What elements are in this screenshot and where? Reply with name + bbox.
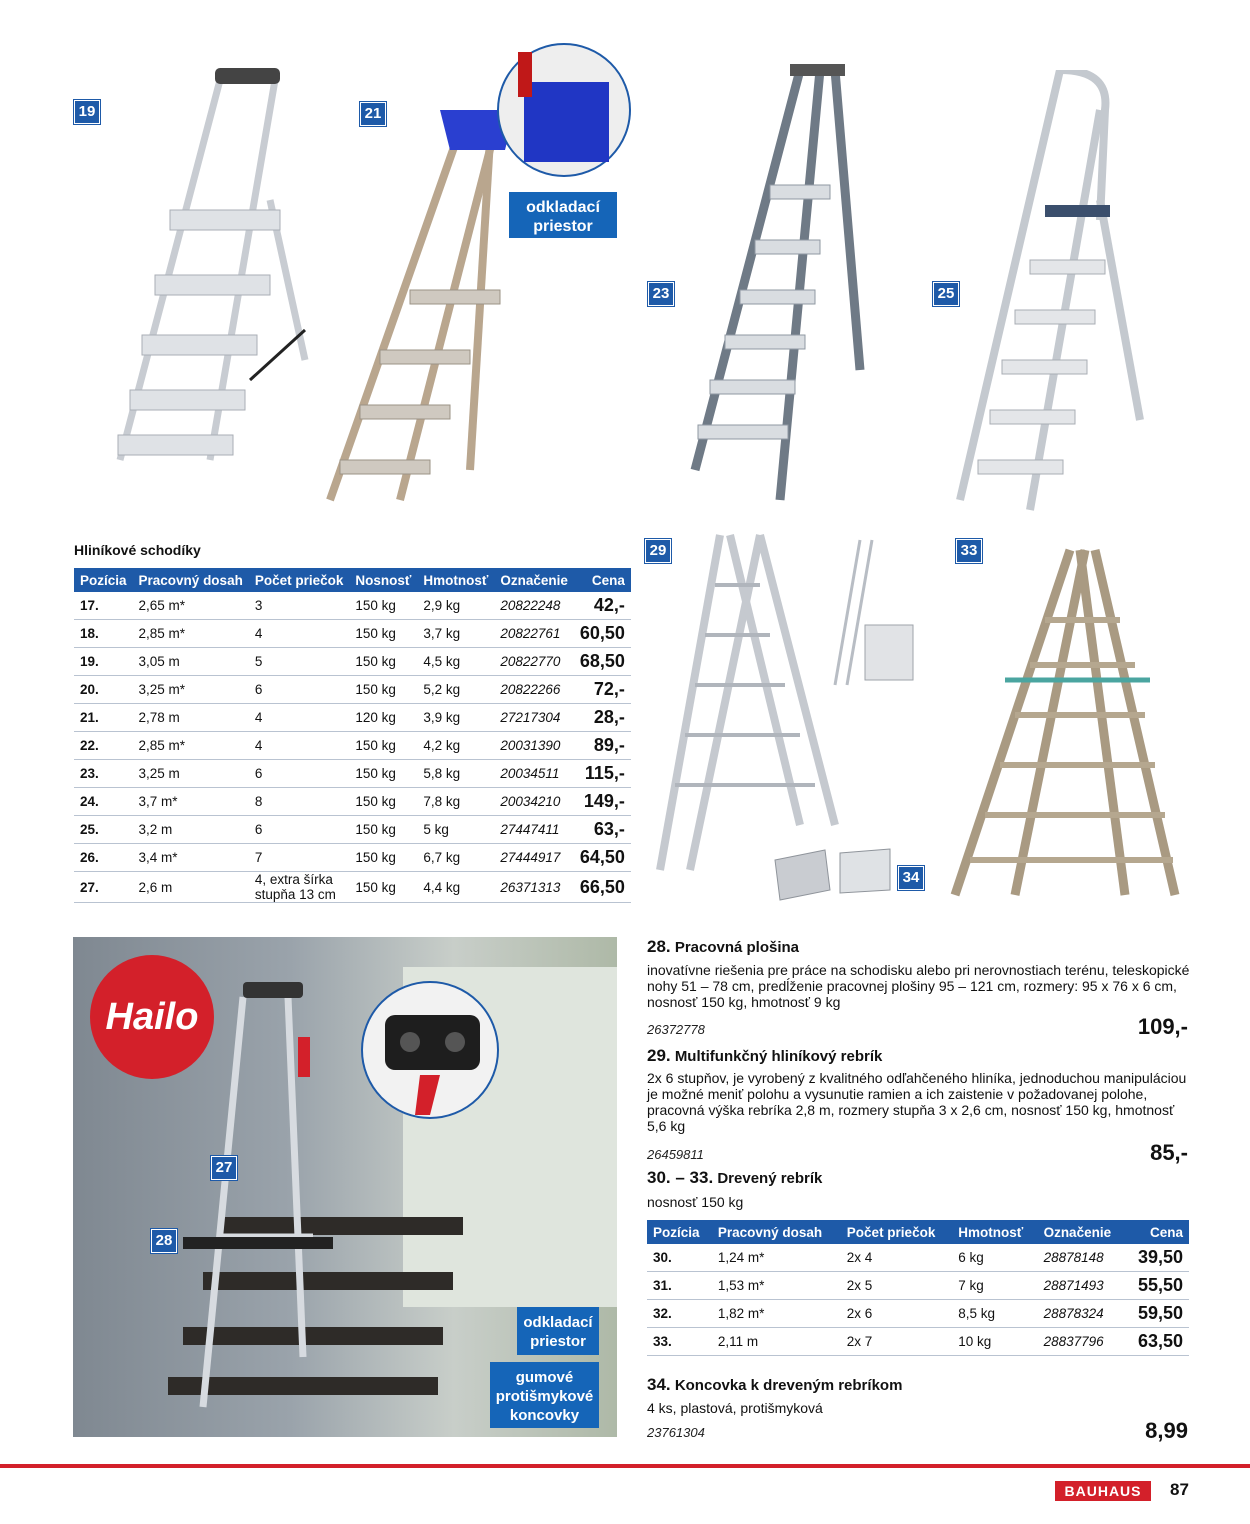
table-cell: 3,05 m bbox=[133, 648, 249, 676]
table-cell: 68,50 bbox=[574, 648, 631, 676]
product-29-price: 85,- bbox=[1150, 1140, 1188, 1165]
table-row bbox=[74, 620, 631, 648]
table-cell: 150 kg bbox=[349, 592, 417, 620]
table-cell: 27444917 bbox=[494, 844, 574, 872]
table-cell: 3,25 m bbox=[133, 760, 249, 788]
column-header: Cena bbox=[1126, 1220, 1189, 1244]
table-cell: 2,11 m bbox=[712, 1328, 841, 1356]
table-cell: 26. bbox=[74, 844, 133, 872]
table-cell: 27447411 bbox=[494, 816, 574, 844]
table-cell: 7,8 kg bbox=[417, 788, 494, 816]
footer-brand-logo: BAUHAUS bbox=[1055, 1481, 1151, 1501]
table-cell: 4,2 kg bbox=[417, 732, 494, 760]
ladder-23-image bbox=[670, 60, 870, 510]
table-cell: 27. bbox=[74, 872, 133, 903]
product-28-code: 26372778 bbox=[647, 1022, 705, 1037]
aluminium-steps-table bbox=[74, 568, 631, 903]
product-29-code: 26459811 bbox=[647, 1147, 704, 1162]
table-cell: 32. bbox=[647, 1300, 712, 1328]
badge-29: 29 bbox=[645, 539, 671, 563]
table-cell: 20034210 bbox=[494, 788, 574, 816]
table-cell: 150 kg bbox=[349, 732, 417, 760]
table-cell: 3,2 m bbox=[133, 816, 249, 844]
product-30-33-description: nosnosť 150 kg bbox=[647, 1194, 744, 1210]
table-cell: 120 kg bbox=[349, 704, 417, 732]
table-cell: 18. bbox=[74, 620, 133, 648]
table-cell: 4 bbox=[249, 704, 350, 732]
product-34-title bbox=[647, 1375, 902, 1395]
table1-title: Hliníkové schodíky bbox=[74, 542, 201, 558]
table-cell: 3,4 m* bbox=[133, 844, 249, 872]
table-cell: 63,50 bbox=[1126, 1328, 1189, 1356]
table-cell: 3,7 m* bbox=[133, 788, 249, 816]
product-28-price: 109,- bbox=[1137, 1014, 1188, 1039]
table-cell: 1,82 m* bbox=[712, 1300, 841, 1328]
table-cell: 4,5 kg bbox=[417, 648, 494, 676]
table-cell: 28837796 bbox=[1038, 1328, 1126, 1356]
table-row bbox=[74, 844, 631, 872]
footer-red-line bbox=[0, 1464, 1250, 1468]
table-cell: 2x 4 bbox=[841, 1244, 952, 1272]
table-cell: 26371313 bbox=[494, 872, 574, 903]
product-34-price: 8,99 bbox=[1145, 1418, 1188, 1443]
page-number: 87 bbox=[1170, 1480, 1189, 1499]
table-row bbox=[74, 816, 631, 844]
table-cell: 6 bbox=[249, 816, 350, 844]
table-cell: 23. bbox=[74, 760, 133, 788]
product-29-title bbox=[647, 1046, 882, 1066]
table-cell: 115,- bbox=[574, 760, 631, 788]
table-cell: 3,25 m* bbox=[133, 676, 249, 704]
storage-detail-top-image bbox=[496, 42, 632, 178]
table-cell: 22. bbox=[74, 732, 133, 760]
table-row bbox=[74, 676, 631, 704]
table-cell: 6 kg bbox=[952, 1244, 1037, 1272]
table-cell: 20. bbox=[74, 676, 133, 704]
table-cell: 2x 7 bbox=[841, 1328, 952, 1356]
table-cell: 3,7 kg bbox=[417, 620, 494, 648]
table-cell: 59,50 bbox=[1126, 1300, 1189, 1328]
table-cell: 150 kg bbox=[349, 676, 417, 704]
table-cell: 6 bbox=[249, 676, 350, 704]
table-row bbox=[74, 704, 631, 732]
product-29-number: 29. bbox=[647, 1046, 671, 1065]
ladder-folded-image bbox=[830, 535, 920, 695]
table-cell: 2,9 kg bbox=[417, 592, 494, 620]
table-cell: 28,- bbox=[574, 704, 631, 732]
badge-34: 34 bbox=[898, 866, 924, 890]
table-row bbox=[647, 1244, 1189, 1272]
table-cell: 28878324 bbox=[1038, 1300, 1126, 1328]
badge-25: 25 bbox=[933, 282, 959, 306]
table-cell: 2,78 m bbox=[133, 704, 249, 732]
product-34-code: 23761304 bbox=[647, 1425, 705, 1440]
product-30-33-title bbox=[647, 1168, 822, 1188]
table-row bbox=[74, 732, 631, 760]
table-cell: 60,50 bbox=[574, 620, 631, 648]
table-cell: 4 bbox=[249, 620, 350, 648]
table-row bbox=[647, 1328, 1189, 1356]
column-header: Hmotnosť bbox=[417, 568, 494, 592]
table-cell: 1,53 m* bbox=[712, 1272, 841, 1300]
table-cell: 7 bbox=[249, 844, 350, 872]
hailo-brand-circle: Hailo bbox=[90, 955, 214, 1079]
product-30-33-name: Drevený rebrík bbox=[717, 1170, 823, 1187]
column-header: Počet priečok bbox=[841, 1220, 952, 1244]
product-34-name: Koncovka k dreveným rebríkom bbox=[674, 1377, 903, 1394]
ladder-29-image bbox=[650, 525, 850, 880]
table-cell: 25. bbox=[74, 816, 133, 844]
storage-callout-bottom: odkladací priestor bbox=[517, 1307, 599, 1355]
ladder-25-image bbox=[950, 70, 1150, 520]
table-cell: 33. bbox=[647, 1328, 712, 1356]
table-cell: 19. bbox=[74, 648, 133, 676]
product-28-number: 28. bbox=[647, 937, 671, 956]
table-cell: 8 bbox=[249, 788, 350, 816]
rubber-feet-callout: gumové protišmykové koncovky bbox=[490, 1362, 599, 1428]
table-row bbox=[74, 788, 631, 816]
table-cell: 55,50 bbox=[1126, 1272, 1189, 1300]
table-cell: 31. bbox=[647, 1272, 712, 1300]
table-cell: 2,85 m* bbox=[133, 620, 249, 648]
table-cell: 4 bbox=[249, 732, 350, 760]
table-cell: 1,24 m* bbox=[712, 1244, 841, 1272]
product-30-33-number: 30. – 33. bbox=[647, 1168, 714, 1187]
table-row bbox=[74, 872, 631, 903]
table-cell: 64,50 bbox=[574, 844, 631, 872]
table-cell: 5,8 kg bbox=[417, 760, 494, 788]
ladder-33-image bbox=[945, 540, 1180, 905]
badge-23: 23 bbox=[648, 282, 674, 306]
table-cell: 2x 6 bbox=[841, 1300, 952, 1328]
table-cell: 42,- bbox=[574, 592, 631, 620]
table-cell: 72,- bbox=[574, 676, 631, 704]
table-cell: 2x 5 bbox=[841, 1272, 952, 1300]
table-cell: 3 bbox=[249, 592, 350, 620]
table-cell: 150 kg bbox=[349, 844, 417, 872]
table-row bbox=[647, 1300, 1189, 1328]
table-cell: 6,7 kg bbox=[417, 844, 494, 872]
table-cell: 30. bbox=[647, 1244, 712, 1272]
table-cell: 150 kg bbox=[349, 788, 417, 816]
table-cell: 2,6 m bbox=[133, 872, 249, 903]
table2-header-row bbox=[647, 1220, 1189, 1244]
table-cell: 8,5 kg bbox=[952, 1300, 1037, 1328]
table-cell: 89,- bbox=[574, 732, 631, 760]
column-header: Hmotnosť bbox=[952, 1220, 1037, 1244]
table1-header-row bbox=[74, 568, 631, 592]
foot-detail-image bbox=[360, 980, 500, 1120]
table-cell: 17. bbox=[74, 592, 133, 620]
badge-19: 19 bbox=[74, 100, 100, 124]
column-header: Označenie bbox=[494, 568, 574, 592]
table-cell: 150 kg bbox=[349, 620, 417, 648]
table-row bbox=[647, 1272, 1189, 1300]
column-header: Cena bbox=[574, 568, 631, 592]
table-cell: 20034511 bbox=[494, 760, 574, 788]
badge-21: 21 bbox=[360, 102, 386, 126]
table-cell: 10 kg bbox=[952, 1328, 1037, 1356]
table-cell: 150 kg bbox=[349, 872, 417, 903]
product-28-description: inovatívne riešenia pre práce na schodisku alebo pri nerovnostiach terénu, teleskopické nohy 51 – 78 cm, predĺženie pracovnej plošiny 95 – 121 cm, rozmery: 95 x 76 x 6 cm, nosnosť 150 kg, hmotnosť 9 kg bbox=[647, 962, 1190, 1010]
column-header: Nosnosť bbox=[349, 568, 417, 592]
table-row bbox=[74, 760, 631, 788]
table-cell: 5,2 kg bbox=[417, 676, 494, 704]
table-cell: 6 bbox=[249, 760, 350, 788]
product-34-number: 34. bbox=[647, 1375, 671, 1394]
table-cell: 20822761 bbox=[494, 620, 574, 648]
table-cell: 5 bbox=[249, 648, 350, 676]
ladder-19-image bbox=[100, 60, 320, 480]
column-header: Pracovný dosah bbox=[133, 568, 249, 592]
column-header: Pozícia bbox=[74, 568, 133, 592]
table-cell: 5 kg bbox=[417, 816, 494, 844]
column-header: Pozícia bbox=[647, 1220, 712, 1244]
table-cell: 20031390 bbox=[494, 732, 574, 760]
table-cell: 2,85 m* bbox=[133, 732, 249, 760]
product-29-description: 2x 6 stupňov, je vyrobený z kvalitného odľahčeného hliníka, jednoduchou manipuláciou je možné meniť polohu a vysunutie ramien a ich zaistenie v požadovanej polohe, pracovná výška rebríka 2,8 m, rozmery stupňa 3 x 2,6 cm, nosnosť 150 kg, hmotnosť 5,6 kg bbox=[647, 1070, 1187, 1134]
table-cell: 149,- bbox=[574, 788, 631, 816]
table-cell: 20822248 bbox=[494, 592, 574, 620]
badge-28: 28 bbox=[151, 1229, 177, 1253]
wooden-ladder-table bbox=[647, 1220, 1189, 1356]
table-cell: 66,50 bbox=[574, 872, 631, 903]
table-cell: 39,50 bbox=[1126, 1244, 1189, 1272]
column-header: Pracovný dosah bbox=[712, 1220, 841, 1244]
table-cell: 20822770 bbox=[494, 648, 574, 676]
badge-27: 27 bbox=[211, 1156, 237, 1180]
table-cell: 150 kg bbox=[349, 760, 417, 788]
table-cell: 3,9 kg bbox=[417, 704, 494, 732]
table-cell: 7 kg bbox=[952, 1272, 1037, 1300]
table-row bbox=[74, 648, 631, 676]
end-caps-image bbox=[770, 845, 895, 905]
table-cell: 24. bbox=[74, 788, 133, 816]
table-cell: 28871493 bbox=[1038, 1272, 1126, 1300]
product-28-title bbox=[647, 937, 799, 957]
table-cell: 28878148 bbox=[1038, 1244, 1126, 1272]
table-cell: 21. bbox=[74, 704, 133, 732]
table-row bbox=[74, 592, 631, 620]
table-cell: 150 kg bbox=[349, 648, 417, 676]
table-cell: 27217304 bbox=[494, 704, 574, 732]
table-cell: 2,65 m* bbox=[133, 592, 249, 620]
product-28-name: Pracovná plošina bbox=[674, 939, 800, 956]
storage-callout-top: odkladací priestor bbox=[509, 192, 617, 238]
column-header: Označenie bbox=[1038, 1220, 1126, 1244]
table-cell: 150 kg bbox=[349, 816, 417, 844]
table-cell: 20822266 bbox=[494, 676, 574, 704]
badge-33: 33 bbox=[956, 539, 982, 563]
column-header: Počet priečok bbox=[249, 568, 350, 592]
product-29-name: Multifunkčný hliníkový rebrík bbox=[674, 1048, 883, 1065]
product-34-description: 4 ks, plastová, protišmyková bbox=[647, 1400, 823, 1416]
table-cell: 63,- bbox=[574, 816, 631, 844]
table-cell: 4,4 kg bbox=[417, 872, 494, 903]
table-cell: 4, extra šírka stupňa 13 cm bbox=[249, 872, 350, 903]
